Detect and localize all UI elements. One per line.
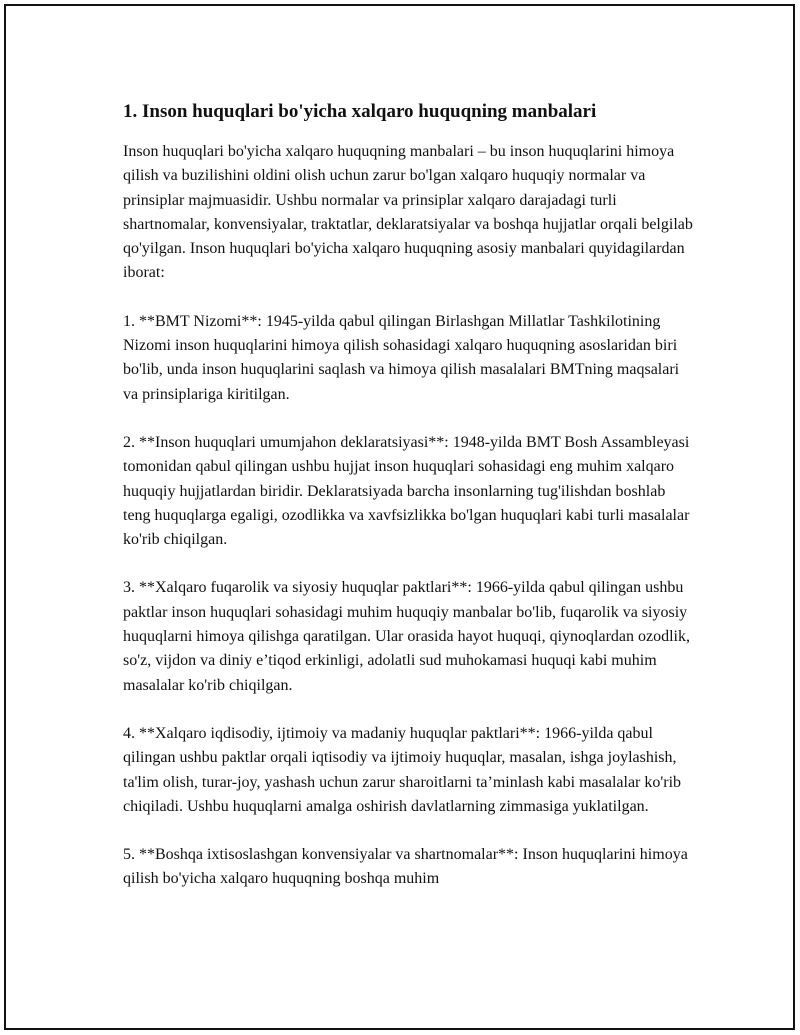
paragraph-item-2: 2. **Inson huquqlari umumjahon deklaratsiyasi**: 1948-yilda BMT Bosh Assambleyasi tomonidan qabul qilingan ushbu hujjat inson huquqlari sohasidagi eng muhim xalqaro huquqiy hujjatlardan biridir. Deklaratsiyada barcha insonlarning tug'ilishdan boshlab teng huquqlarga egaligi, ozodlikka va xavfsizlikka bo'lgan huquqlari kabi turli masalalar ko'rib chiqilgan.: [123, 433, 690, 549]
paragraph-item-3: 3. **Xalqaro fuqarolik va siyosiy huquqlar paktlari**: 1966-yilda qabul qilingan ushbu paktlar inson huquqlari sohasidagi muhim huquqiy manbalar bo'lib, fuqarolik va siyosiy huquqlarni himoya qilishga qaratilgan. Ular orasida hayot huquqi, qiynoqlardan ozodlik, so'z, vijdon va diniy e’tiqod erkinligi, adolatli sud muhokamasi huquqi kabi muhim masalalar ko'rib chiqilgan.: [123, 579, 690, 694]
paragraph-item-5: 5. **Boshqa ixtisoslashgan konvensiyalar va shartnomalar**: Inson huquqlarini himoya qilish bo'yicha xalqaro huquqning boshqa muhim: [123, 846, 688, 888]
paragraph-intro: Inson huquqlari bo'yicha xalqaro huquqning manbalari – bu inson huquqlarini himoya qilish va buzilishini oldini olish uchun zarur bo'lgan xalqaro huquqiy normalar va prinsiplar majmuasidir. Ushbu normalar va prinsiplar xalqaro darajadagi turli shartnomalar, konvensiyalar, traktatlar, deklaratsiyalar va boshqa hujjatlar orqali belgilab qo'yilgan. Inson huquqlari bo'yicha xalqaro huquqning asosiy manbalari quyidagilardan iborat:: [123, 143, 693, 282]
page-frame: [4, 4, 795, 1030]
document-title: 1. Inson huquqlari bo'yicha xalqaro huquqning manbalari: [123, 101, 597, 122]
document-body: [123, 98, 693, 916]
paragraph-item-4: 4. **Xalqaro iqdisodiy, ijtimoiy va madaniy huquqlar paktlari**: 1966-yilda qabul qilingan ushbu paktlar orqali iqtisodiy va ijtimoiy huquqlar, masalan, ishga joylashish, ta'lim olish, turar-joy, yashash uchun zarur sharoitlarni ta’minlash kabi masalalar ko'rib chiqiladi. Ushbu huquqlarni amalga oshirish davlatlarning zimmasiga yuklatilgan.: [123, 724, 682, 815]
paragraph-item-1: 1. **BMT Nizomi**: 1945-yilda qabul qilingan Birlashgan Millatlar Tashkilotining Nizomi inson huquqlarini himoya qilish sohasidagi xalqaro huquqning asoslaridan biri bo'lib, unda inson huquqlarini saqlash va himoya qilish masalalari BMTning maqsalari va prinsiplariga kiritilgan.: [123, 312, 680, 403]
